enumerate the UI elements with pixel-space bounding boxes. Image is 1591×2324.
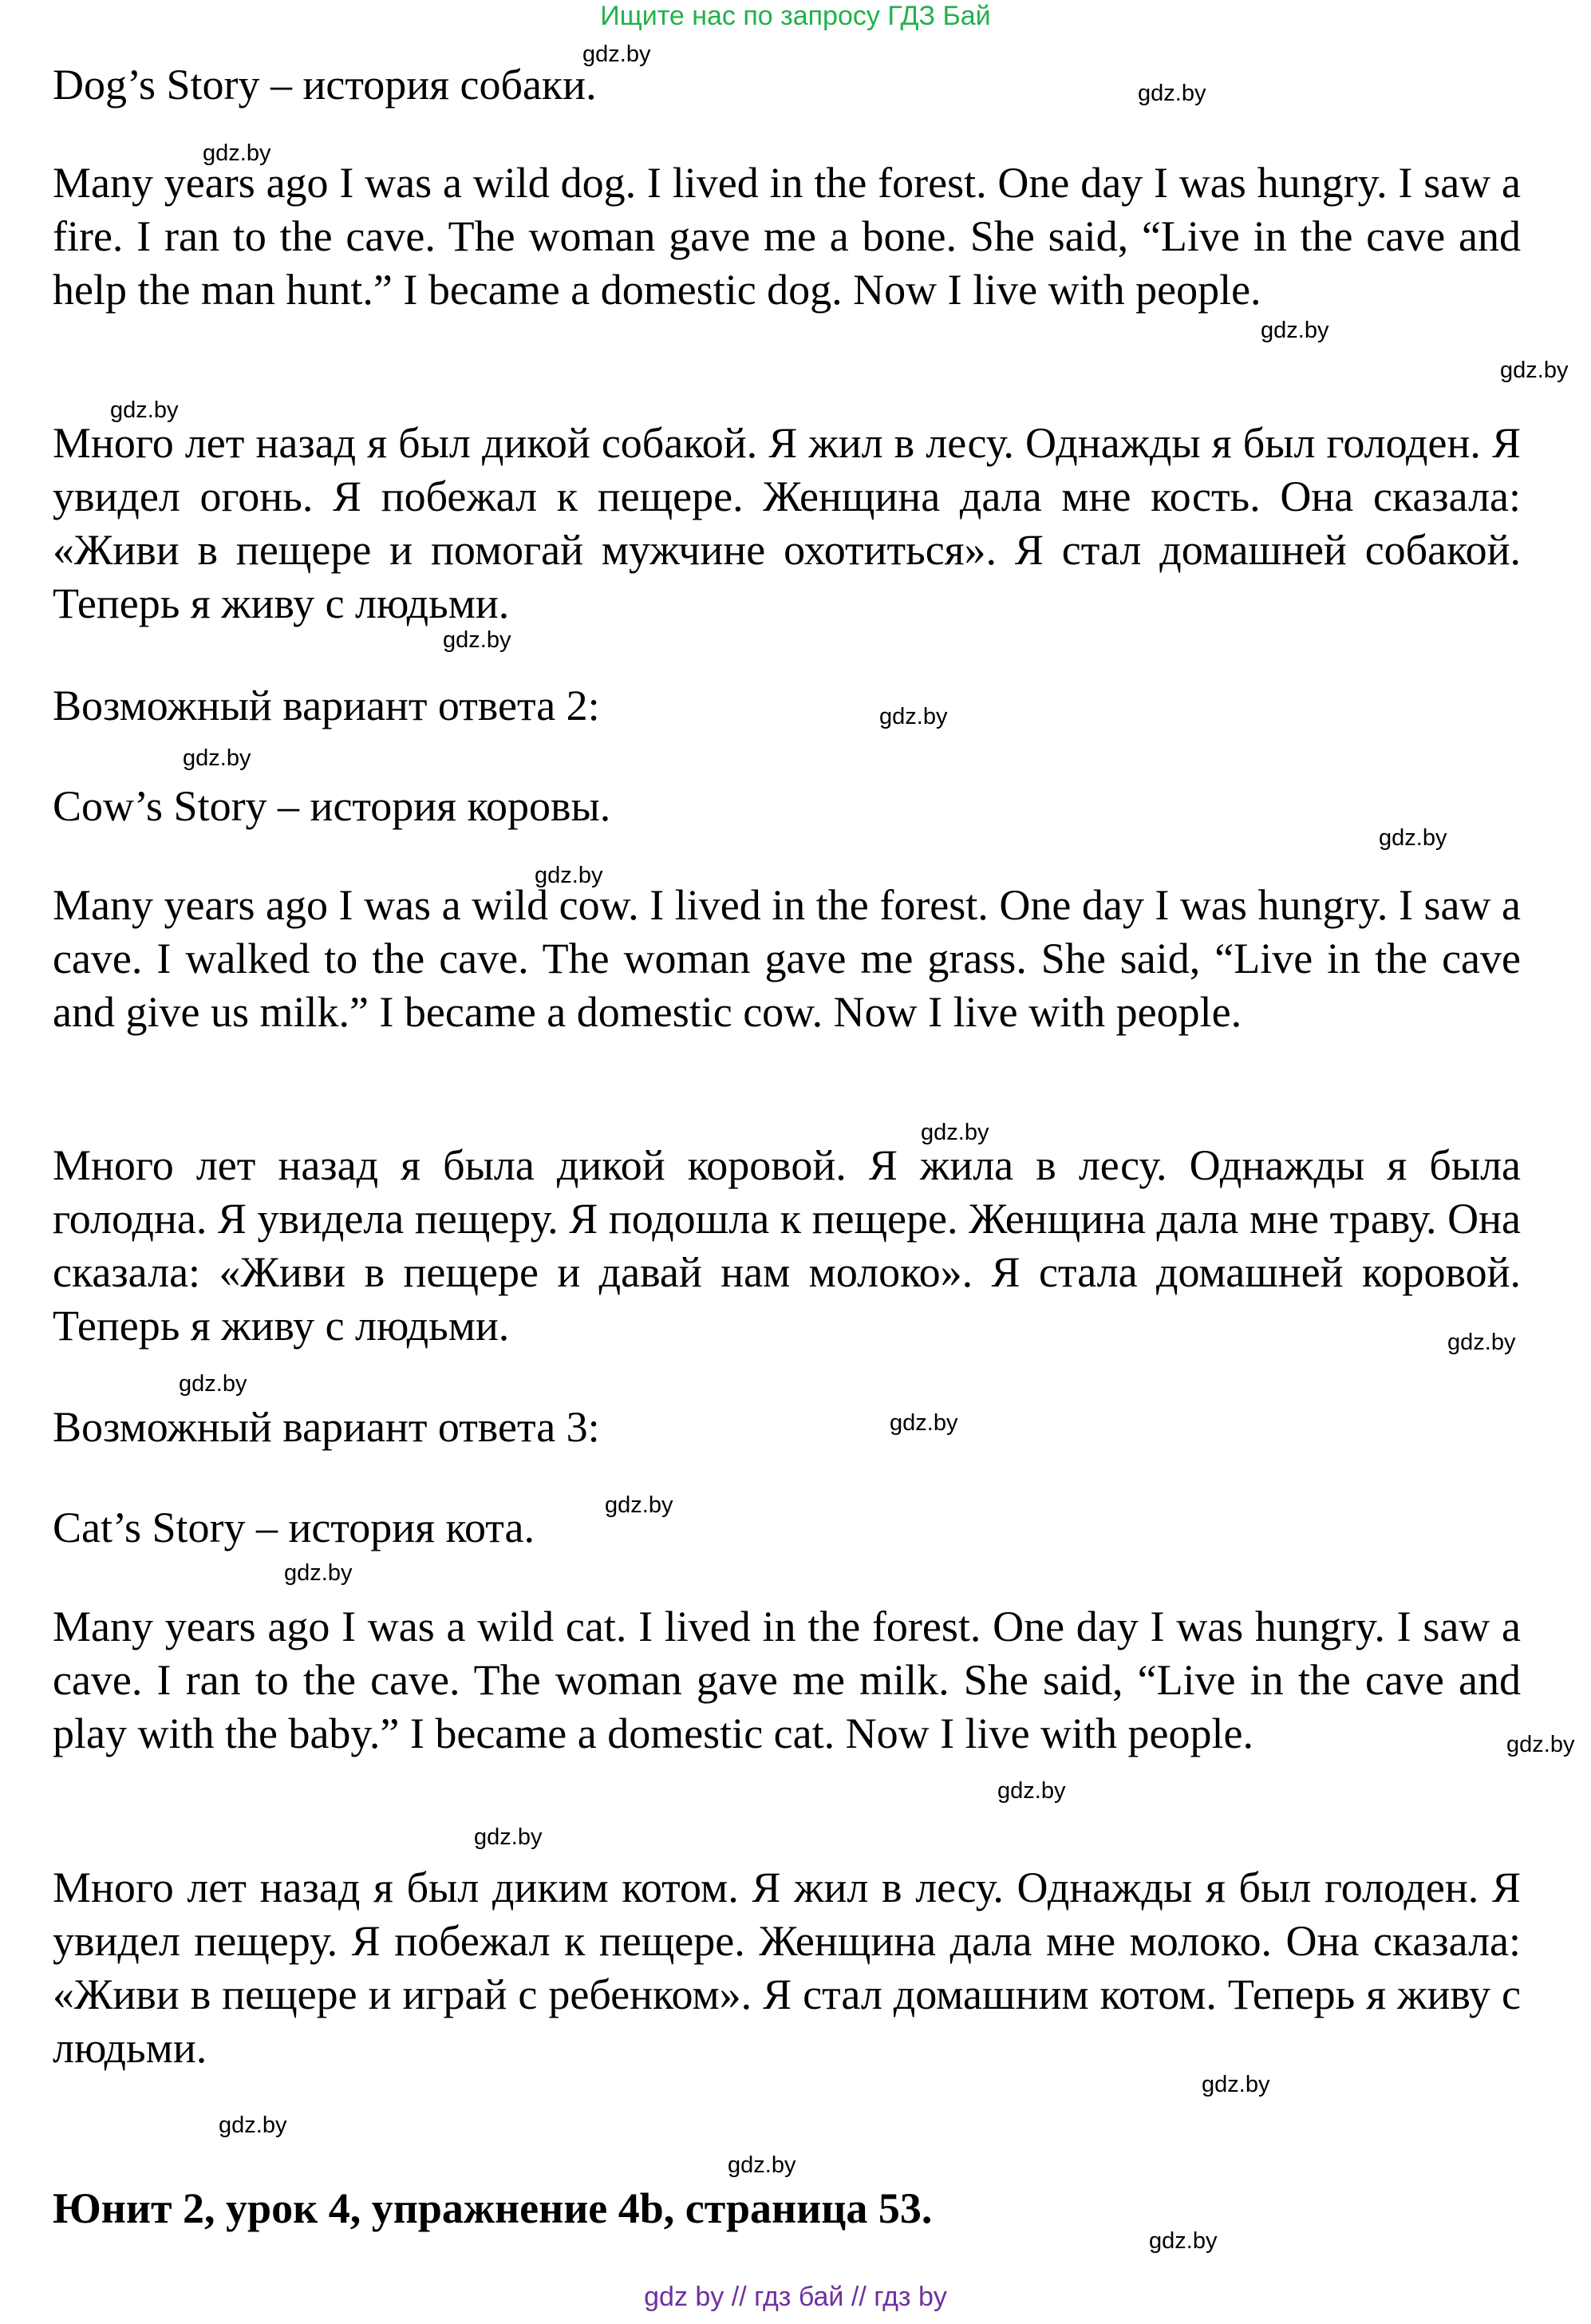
watermark: gdz.by (1149, 2228, 1218, 2254)
cow-story-english: Many years ago I was a wild cow. I lived in the forest. One day I was hungry. I saw a cave. I walked to the cave. The woman gave me grass. She said, “Live in the cave and give us milk.” I became a domestic cow. Now I live with people. (53, 881, 1521, 1036)
site-footer: gdz by // гдз бай // гдз by (644, 2282, 947, 2312)
dog-story-english: Many years ago I was a wild dog. I lived in the forest. One day I was hungry. I saw a fire. I ran to the cave. The woman gave me a bone. She said, “Live in the cave and help the man hunt.” I became a domestic dog. Now I live with people. (53, 159, 1521, 314)
next-exercise-title: Юнит 2, урок 4, упражнение 4b, страница 53. (53, 2184, 933, 2232)
cow-story-russian: Много лет назад я была дикой коровой. Я жила в лесу. Однажды я была голодна. Я увидела пещеру. Я подошла к пещере. Женщина дала мне траву. Она сказала: «Живи в пещере и давай нам молоко». Я стала домашней коровой. Теперь я живу с людьми. (53, 1141, 1521, 1350)
variant-3-label: Возможный вариант ответа 3: (53, 1403, 600, 1451)
watermark: gdz.by (605, 1492, 673, 1518)
watermark: gdz.by (728, 2152, 796, 2178)
cat-story-english: Many years ago I was a wild cat. I lived in the forest. One day I was hungry. I saw a cave. I ran to the cave. The woman gave me milk. She said, “Live in the cave and play with the baby.” I became a domestic cat. Now I live with people. (53, 1603, 1521, 1757)
watermark: gdz.by (203, 140, 271, 166)
watermark: gdz.by (921, 1120, 989, 1145)
watermark: gdz.by (443, 627, 511, 653)
watermark: gdz.by (1261, 318, 1329, 343)
watermark: gdz.by (1447, 1330, 1516, 1355)
watermark: gdz.by (1379, 825, 1447, 851)
watermark: gdz.by (474, 1824, 543, 1850)
site-banner: Ищите нас по запросу ГДЗ Бай (600, 1, 991, 31)
dog-story-heading: Dog’s Story – история собаки. (53, 61, 597, 109)
watermark: gdz.by (879, 704, 948, 729)
variant-2-label: Возможный вариант ответа 2: (53, 682, 600, 729)
watermark: gdz.by (997, 1778, 1066, 1804)
watermark: gdz.by (110, 397, 179, 423)
watermark: gdz.by (1202, 2072, 1270, 2097)
dog-story-russian: Много лет назад я был дикой собакой. Я жил в лесу. Однажды я был голоден. Я увидел огонь. Я побежал к пещере. Женщина дала мне кость. Она сказала: «Живи в пещере и помогай мужчине охотиться». Я стал домашней собакой. Теперь я живу с людьми. (53, 419, 1521, 627)
watermark: gdz.by (1138, 81, 1206, 106)
watermark: gdz.by (179, 1371, 247, 1397)
cow-story-heading: Cow’s Story – история коровы. (53, 782, 611, 830)
watermark: gdz.by (535, 863, 603, 888)
watermark: gdz.by (284, 1560, 353, 1586)
cat-story-russian: Много лет назад я был диким котом. Я жил в лесу. Однажды я был голоден. Я увидел пещеру. Я побежал к пещере. Женщина дала мне молоко. Она сказала: «Живи в пещере и играй с ребенком». Я стал домашним котом. Теперь я живу с людьми. (53, 1864, 1521, 2072)
watermark: gdz.by (219, 2113, 287, 2138)
watermark: gdz.by (890, 1410, 958, 1436)
cat-story-heading: Cat’s Story – история кота. (53, 1504, 535, 1551)
watermark: gdz.by (1506, 1732, 1575, 1757)
watermark: gdz.by (1500, 358, 1569, 383)
watermark: gdz.by (183, 745, 251, 771)
watermark: gdz.by (582, 42, 651, 67)
